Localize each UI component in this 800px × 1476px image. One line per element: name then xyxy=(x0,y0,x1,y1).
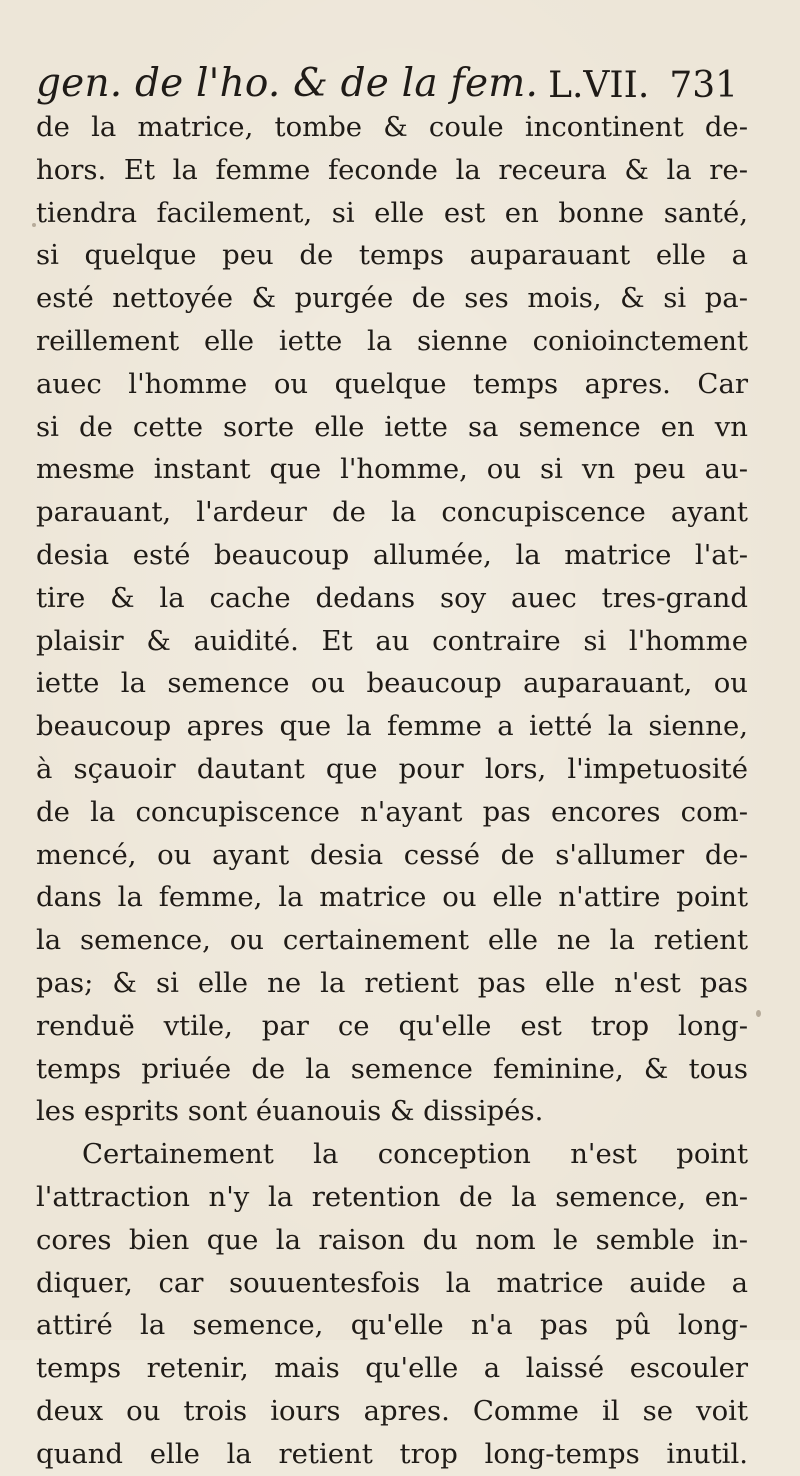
text-line: tire & la cache dedans soy auec tres-grand xyxy=(36,581,748,614)
ink-speck xyxy=(116,474,120,479)
text-line: mesme instant que l'homme, ou si vn peu au- xyxy=(36,453,748,486)
text-line: si de cette sorte elle iette sa semence en vn xyxy=(36,410,748,443)
body-text xyxy=(36,106,748,1476)
ink-speck xyxy=(32,223,36,227)
book-number: L.VII. xyxy=(548,65,650,106)
text-line: à sçauoir dautant que pour lors, l'impetuosité xyxy=(36,752,748,785)
ink-speck xyxy=(756,1010,761,1017)
text-line: beaucoup apres que la femme a ietté la sienne, xyxy=(36,710,748,743)
text-line: renduë vtile, par ce qu'elle est trop long- xyxy=(36,1009,748,1042)
page-number: 731 xyxy=(669,65,739,106)
page-header xyxy=(36,38,776,106)
text-line: la semence, ou certainement elle ne la retient xyxy=(36,924,748,957)
paragraph-end-line: les esprits sont éuanouis & dissipés. xyxy=(36,1095,544,1128)
text-line: l'attraction n'y la retention de la semence, en- xyxy=(36,1180,748,1213)
text-line: pas; & si elle ne la retient pas elle n'est pas xyxy=(36,966,748,999)
text-line: hors. Et la femme feconde la receura & la re- xyxy=(36,153,748,186)
running-title: gen. de l'ho. & de la fem. xyxy=(36,61,539,106)
text-line: diquer, car souuentesfois la matrice auide a xyxy=(36,1266,748,1299)
text-line: de la concupiscence n'ayant pas encores com- xyxy=(36,795,748,828)
text-line: attiré la semence, qu'elle n'a pas pû long- xyxy=(36,1309,748,1342)
text-line: esté nettoyée & purgée de ses mois, & si pa- xyxy=(36,282,748,315)
paragraph-start-line: Certainement la conception n'est point xyxy=(82,1138,748,1171)
text-line: auec l'homme ou quelque temps apres. Car xyxy=(36,367,748,400)
text-line: de la matrice, tombe & coule incontinent de- xyxy=(36,111,748,143)
text-line: tiendra facilement, si elle est en bonne santé, xyxy=(36,196,748,229)
text-line: si quelque peu de temps auparauant elle a xyxy=(36,239,748,272)
text-line: temps retenir, mais qu'elle a laissé escouler xyxy=(36,1352,748,1385)
text-line: parauant, l'ardeur de la concupiscence ayant xyxy=(36,496,748,529)
text-line: iette la semence ou beaucoup auparauant, ou xyxy=(36,667,748,700)
text-line: deux ou trois iours apres. Comme il se voit xyxy=(36,1394,748,1427)
text-line: cores bien que la raison du nom le semble in- xyxy=(36,1223,748,1256)
text-line: temps priuée de la semence feminine, & tous xyxy=(36,1052,748,1085)
text-line: dans la femme, la matrice ou elle n'attire point xyxy=(36,881,748,914)
text-line: quand elle la retient trop long-temps inutil. xyxy=(36,1437,748,1470)
text-line: mencé, ou ayant desia cessé de s'allumer de- xyxy=(36,838,748,871)
text-line: reillement elle iette la sienne conioinctement xyxy=(36,324,748,357)
text-line: plaisir & auidité. Et au contraire si l'homme xyxy=(36,624,748,657)
text-line: desia esté beaucoup allumée, la matrice l'at- xyxy=(36,538,748,571)
